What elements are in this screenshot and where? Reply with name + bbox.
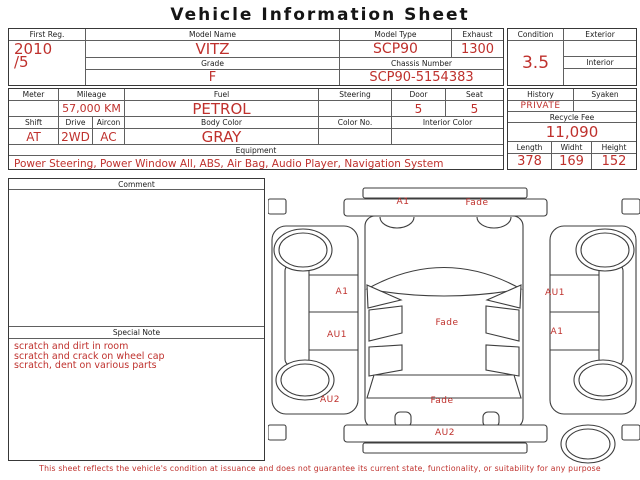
first-reg-label: First Reg. [9,29,85,41]
rear-bumper-right-cap [622,425,640,440]
field-length [508,142,552,169]
aircon-value: AC [100,129,117,144]
damage-marker-au1: AU1 [545,288,565,298]
seat-value: 5 [470,101,479,116]
condition-panel [507,28,637,86]
equipment-value: Power Steering, Power Window All, ABS, Air Bag, Audio Player, Navigation System [14,157,444,170]
field-exhaust [452,29,503,57]
grade-label: Grade [86,58,339,70]
meter-value [9,101,58,116]
right-front-wheel [576,229,634,271]
seat-label: Seat [446,89,503,101]
damage-marker-a1: A1 [550,327,564,337]
front-bumper-upper [363,188,527,198]
rear-bumper-lower [363,443,527,453]
field-width [552,142,592,169]
details-table [8,88,504,170]
interior-label: Interior [564,57,636,69]
drive-label: Drive [59,117,92,129]
damage-marker-au2: AU2 [435,428,455,438]
damage-marker-au2: AU2 [320,395,340,405]
field-color-no [319,117,392,144]
right-rear-wheel [574,360,632,400]
field-grade [86,58,340,85]
field-door [392,89,446,116]
body-color-label: Body Color [125,117,318,129]
syaken-value [574,101,636,111]
field-first-reg [9,29,86,85]
field-aircon [93,117,125,144]
color-no-value [319,129,391,144]
field-meter [9,89,59,116]
chassis-number-label: Chassis Number [340,58,503,70]
door-value: 5 [414,101,423,116]
grade-value: F [208,70,217,85]
door-label: Door [392,89,445,101]
field-fuel [125,89,319,116]
left-rear-wheel [276,360,334,400]
shift-label: Shift [9,117,58,129]
meter-label: Meter [9,89,58,101]
length-label: Length [508,142,551,154]
model-type-value: SCP90 [373,41,418,57]
damage-marker-fade: Fade [465,198,489,208]
fuel-value: PETROL [192,101,251,116]
aircon-label: Aircon [93,117,124,129]
body-color-value: GRAY [201,129,242,144]
car-diagram [268,186,640,464]
field-chassis-number [340,58,503,85]
exterior-value [564,41,636,57]
field-interior-color [392,117,503,144]
model-type-label: Model Type [340,29,451,41]
field-history [508,89,574,111]
damage-marker-a1: A1 [396,197,410,207]
special-note-line: scratch and dirt in room [14,341,129,352]
field-model-name [86,29,340,57]
syaken-label: Syaken [574,89,636,101]
chassis-number-value: SCP90-5154383 [369,70,474,85]
mileage-label: Mileage [59,89,124,101]
length-value: 378 [517,154,542,169]
interior-color-label: Interior Color [392,117,503,129]
page-title: Vehicle Information Sheet [170,5,470,25]
left-rocker-panel [285,264,309,366]
comment-label: Comment [9,179,264,190]
field-recycle-fee [508,112,636,142]
field-mileage [59,89,125,116]
left-front-wheel [274,229,332,271]
model-name-value: VITZ [195,41,230,57]
field-steering [319,89,392,116]
front-bumper-right-cap [622,199,640,214]
history-panel [507,88,637,170]
color-no-label: Color No. [319,117,391,129]
front-bumper-left-cap [268,199,286,214]
special-note-label: Special Note [9,327,264,339]
first-reg-year: 2010 [14,40,53,58]
recycle-fee-label: Recycle Fee [508,112,636,123]
height-label: Height [592,142,636,154]
field-syaken [574,89,636,111]
special-note-line: scratch, dent on various parts [14,360,157,372]
condition-label: Condition [508,29,563,41]
damage-marker-fade: Fade [430,396,454,406]
steering-value [319,101,391,116]
recycle-fee-value: 11,090 [545,123,599,141]
fuel-label: Fuel [125,89,318,101]
first-reg-value [9,41,85,85]
special-note-line: scratch and crack on wheel cap [14,350,165,362]
exhaust-value: 1300 [460,41,495,57]
field-seat [446,89,503,116]
rear-right-window [486,345,519,376]
interior-value [564,69,636,85]
comment-box [8,178,265,461]
history-label: History [508,89,573,101]
field-model-type [340,29,452,57]
field-equipment [9,145,503,171]
field-body-color [125,117,319,144]
field-height [592,142,636,169]
width-label: Widht [552,142,591,154]
field-drive [59,117,93,144]
mileage-value: 57,000 KM [62,102,121,115]
damage-marker-au1: AU1 [327,330,347,340]
disclaimer-text: This sheet reflects the vehicle's condition at issuance and does not guarantee its current state, functionality, or suitability for any purpose [39,464,601,473]
field-condition [508,29,564,85]
condition-value: 3.5 [521,53,550,73]
first-reg-month: /5 [14,53,29,71]
spare-tire [561,425,615,463]
drive-value: 2WD [61,129,90,144]
rear-left-window [369,345,402,376]
equipment-label: Equipment [9,145,503,156]
right-rocker-panel [599,264,623,366]
front-bumper [344,199,547,216]
exhaust-label: Exhaust [452,29,503,41]
interior-color-value [392,129,503,144]
model-name-label: Model Name [86,29,339,41]
damage-marker-fade: Fade [435,318,459,328]
damage-marker-a1: A1 [335,287,349,297]
comment-value [9,190,264,327]
width-value: 169 [559,154,584,169]
history-value: PRIVATE [520,101,561,111]
special-note-list [9,339,264,460]
rear-bumper-left-cap [268,425,286,440]
shift-value: AT [26,129,41,144]
height-value: 152 [601,154,627,169]
header-table [8,28,504,86]
steering-label: Steering [319,89,391,101]
rear-windshield [367,375,521,398]
exterior-label: Exterior [564,29,636,41]
field-shift [9,117,59,144]
